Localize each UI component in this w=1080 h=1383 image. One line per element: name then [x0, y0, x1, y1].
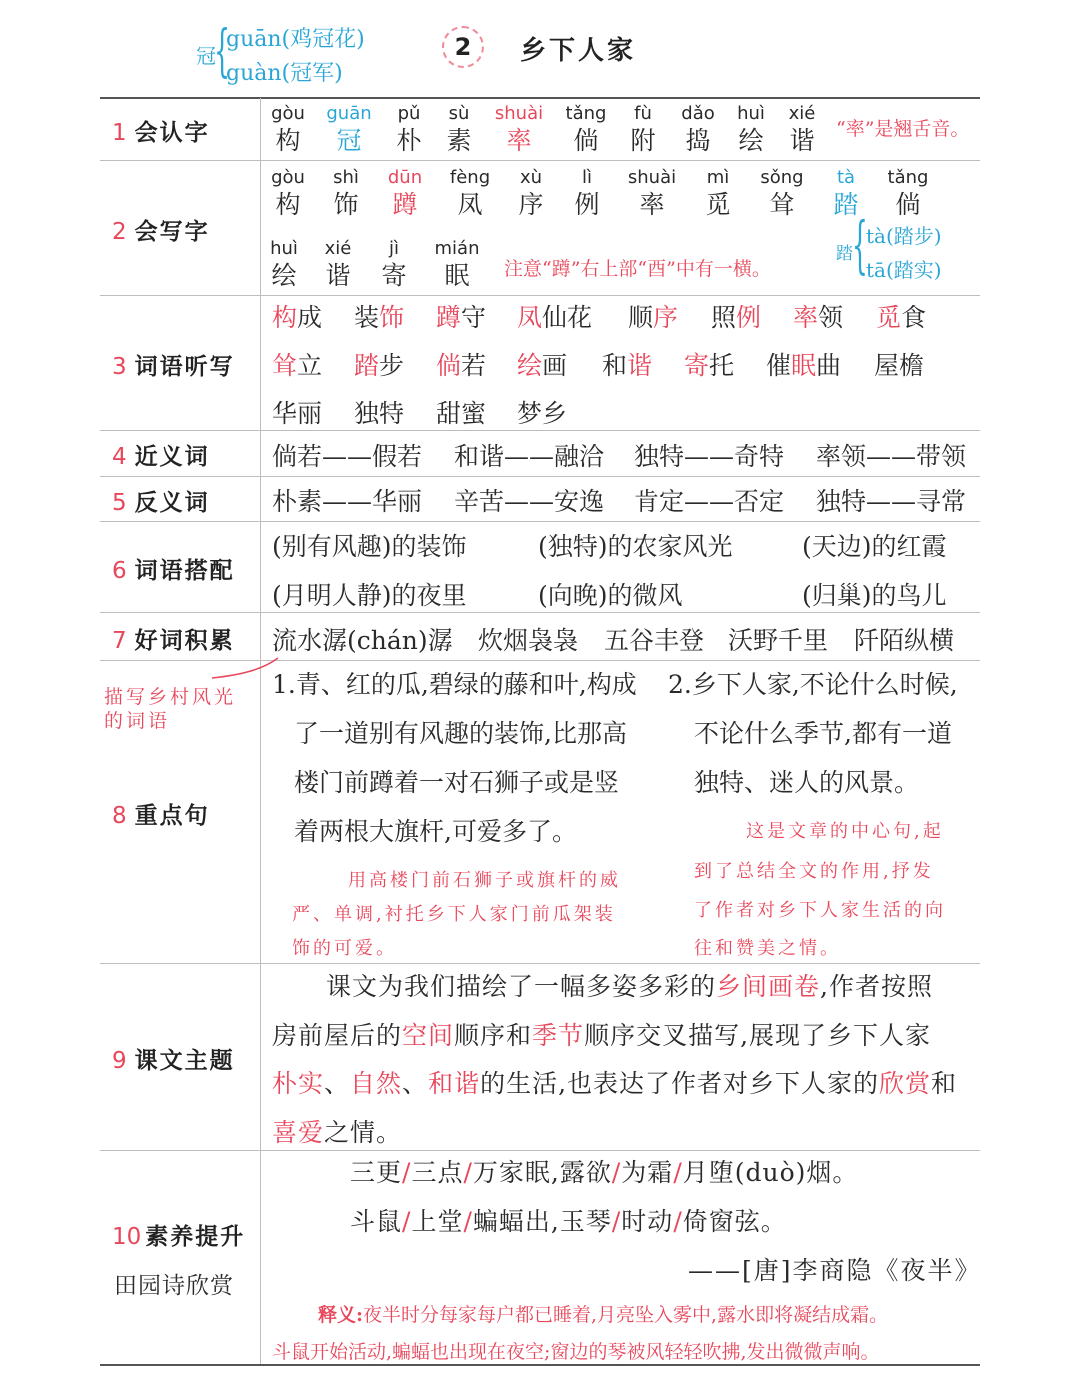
- hanzi: 谐: [789, 126, 815, 155]
- section-label-5: 5 反义词: [112, 490, 210, 516]
- key-sentence-1-line: 着两根大旗杆,可爱多了。: [294, 817, 577, 846]
- dictation-word: 耸立: [272, 351, 323, 380]
- section-label-4: 4 近义词: [112, 444, 210, 470]
- write-char: [364, 238, 424, 292]
- write-char: [557, 167, 617, 221]
- hanzi: 眠: [444, 261, 470, 290]
- write-char: [427, 238, 487, 292]
- pinyin: gòu: [271, 167, 305, 188]
- write-char: [878, 167, 938, 221]
- brace-icon: {: [214, 19, 231, 84]
- pinyin: shuài: [627, 167, 677, 188]
- write-char: [501, 167, 561, 221]
- dictation-word: 催眠曲: [766, 351, 842, 380]
- antonym-pair: 辛苦——安逸: [454, 487, 605, 516]
- key-sentence-2-note: 到了总结全文的作用,抒发: [694, 861, 934, 882]
- pause-slash: /: [402, 1158, 412, 1187]
- dictation-word: 华丽: [272, 399, 323, 428]
- note-line-1: guān(鸡冠花): [226, 27, 365, 52]
- key-sentence-2-line: 2.乡下人家,不论什么时候,: [668, 670, 958, 699]
- recognize-char: [772, 103, 832, 157]
- s2-note: 注意“蹲”右上部“酉”中有一横。: [504, 258, 771, 280]
- write-char: [688, 167, 748, 221]
- row-divider: [100, 160, 980, 161]
- recognize-char: [613, 103, 673, 157]
- dictation-word: 觅食: [876, 303, 927, 332]
- hanzi: 朴: [396, 126, 422, 155]
- poly-ta-2: tā(踏实): [866, 258, 942, 282]
- hanzi: 附: [630, 126, 656, 155]
- pinyin: dūn: [387, 167, 423, 188]
- good-word: 五谷丰登: [604, 626, 705, 655]
- hanzi: 构: [275, 190, 301, 219]
- hanzi: 倘: [573, 126, 599, 155]
- pinyin: mián: [434, 238, 480, 259]
- pinyin: xié: [324, 238, 352, 259]
- row-divider: [100, 295, 980, 296]
- section-label-1: 1 会认字: [112, 120, 210, 146]
- dictation-word: 构成: [272, 303, 323, 332]
- dictation-word: 蹲守: [436, 303, 487, 332]
- write-char: [622, 167, 682, 221]
- hanzi: 捣: [685, 126, 711, 155]
- hanzi: 例: [574, 190, 600, 219]
- hanzi: 素: [446, 126, 472, 155]
- pause-slash: /: [463, 1158, 473, 1187]
- hanzi: 踏: [833, 190, 859, 219]
- note-char: 冠: [196, 44, 216, 68]
- key-sentence-1-line: 了一道别有风趣的装饰,比那高: [294, 719, 627, 748]
- pinyin: dǎo: [681, 103, 715, 124]
- pinyin: shì: [333, 167, 359, 188]
- theme-line-1: 课文为我们描绘了一幅多姿多彩的乡间画卷,作者按照: [326, 972, 933, 1001]
- synonym-pair: 和谐——融洽: [454, 442, 605, 471]
- collocation: (向晚)的微风: [538, 581, 683, 610]
- key-sentence-1-line: 1.青、红的瓜,碧绿的藤和叶,构成: [272, 670, 637, 699]
- write-char: [258, 167, 318, 221]
- poem-explanation-2: 斗鼠开始活动,蝙蝠也出现在夜空;窗边的琴被风轻轻吹拂,发出微微声响。: [272, 1341, 880, 1363]
- synonym-pair: 倘若——假若: [272, 442, 423, 471]
- table-top-rule: [100, 97, 980, 99]
- hanzi: 饰: [333, 190, 359, 219]
- poly-ta-1: tà(踏步): [866, 224, 942, 248]
- row-divider: [100, 1150, 980, 1151]
- section-label-9: 9 课文主题: [112, 1048, 235, 1074]
- good-word: 炊烟袅袅: [478, 626, 579, 655]
- hanzi: 序: [518, 190, 544, 219]
- pause-slash: /: [611, 1207, 622, 1236]
- hanzi: 凤: [457, 190, 483, 219]
- dictation-word: 甜蜜: [436, 399, 487, 428]
- section-sublabel-10: 田园诗欣赏: [114, 1273, 234, 1299]
- pause-slash: /: [611, 1158, 622, 1187]
- pinyin: pǔ: [397, 103, 421, 124]
- hanzi: 绘: [271, 261, 297, 290]
- pinyin: huì: [270, 238, 298, 259]
- section-label-6: 6 词语搭配: [112, 558, 235, 584]
- collocation: (独特)的农家风光: [538, 532, 733, 561]
- dictation-word: 梦乡: [517, 399, 568, 428]
- theme-line-2: 房前屋后的空间顺序和季节顺序交叉描写,展现了乡下人家: [272, 1021, 932, 1050]
- hanzi: 冠: [336, 126, 362, 155]
- s8-side-note-1: 描写乡村风光: [104, 686, 237, 708]
- dictation-word: 踏步: [354, 351, 405, 380]
- pinyin: xù: [519, 167, 543, 188]
- poly-char-ta: 踏: [836, 244, 853, 264]
- section-label-3: 3 词语听写: [112, 354, 235, 380]
- pause-slash: /: [463, 1207, 473, 1236]
- key-sentence-1-note: 饰的可爱。: [292, 938, 397, 959]
- hanzi: 觅: [705, 190, 731, 219]
- row-divider: [100, 612, 980, 613]
- row-divider: [100, 660, 980, 661]
- recognize-char: [556, 103, 616, 157]
- pinyin: tǎng: [565, 103, 607, 124]
- explanation-label: 释义:: [318, 1304, 364, 1326]
- pinyin: sù: [448, 103, 470, 124]
- key-sentence-1-note: 严、单调,衬托乡下人家门前瓜架装: [292, 904, 616, 925]
- dictation-word: 照例: [711, 303, 762, 332]
- poem-line-2: 斗鼠/上堂/蝙蝠出,玉琴/时动/倚窗弦。: [350, 1207, 787, 1236]
- collocation: (别有风趣)的装饰: [272, 532, 467, 561]
- write-char: [308, 238, 368, 292]
- pinyin: mì: [706, 167, 730, 188]
- theme-line-4: 喜爱之情。: [272, 1118, 403, 1147]
- pinyin: huì: [737, 103, 765, 124]
- key-sentence-2-line: 不论什么季节,都有一道: [694, 719, 952, 748]
- collocation: (天边)的红霞: [802, 532, 947, 561]
- key-sentence-2-line: 独特、迷人的风景。: [694, 768, 920, 797]
- row-divider: [100, 521, 980, 522]
- pinyin: lì: [581, 167, 592, 188]
- pinyin: xié: [788, 103, 816, 124]
- dictation-word: 装饰: [354, 303, 405, 332]
- dictation-word: 屋檐: [874, 351, 925, 380]
- section-label-2: 2 会写字: [112, 219, 210, 245]
- good-word: 流水潺(chán)潺: [272, 626, 453, 655]
- key-sentence-2-note: 这是文章的中心句,起: [746, 821, 944, 842]
- antonym-pair: 朴素——华丽: [272, 487, 423, 516]
- pinyin: tǎng: [887, 167, 929, 188]
- poem-line-1: 三更/三点/万家眠,露欲/为霜/月堕(duò)烟。: [350, 1158, 859, 1187]
- hanzi: 寄: [381, 261, 407, 290]
- dictation-word: 和谐: [602, 351, 653, 380]
- hanzi: 率: [639, 190, 665, 219]
- antonym-pair: 肯定——否定: [634, 487, 785, 516]
- theme-line-3: 朴实、自然、和谐的生活,也表达了作者对乡下人家的欣赏和: [272, 1069, 958, 1098]
- poem-explanation-1: 释义:夜半时分每家每户都已睡着,月亮坠入雾中,露水即将凝结成霜。: [318, 1304, 889, 1326]
- collocation: (归巢)的鸟儿: [802, 581, 947, 610]
- hanzi: 倘: [895, 190, 921, 219]
- dictation-word: 绘画: [517, 351, 568, 380]
- hanzi: 绘: [738, 126, 764, 155]
- key-sentence-2-note: 了作者对乡下人家生活的向: [694, 900, 946, 921]
- hanzi: 谐: [325, 261, 351, 290]
- lesson-title: 乡下人家: [520, 36, 637, 66]
- section-label-8: 8 重点句: [112, 803, 210, 829]
- hanzi: 率: [506, 126, 532, 155]
- recognize-char: [258, 103, 318, 157]
- hanzi: 构: [275, 126, 301, 155]
- dictation-word: 寄托: [684, 351, 735, 380]
- collocation: (月明人静)的夜里: [272, 581, 467, 610]
- write-char: [752, 167, 812, 221]
- good-word: 沃野千里: [728, 626, 829, 655]
- write-char: [316, 167, 376, 221]
- pause-slash: /: [673, 1207, 683, 1236]
- hanzi: 耸: [769, 190, 795, 219]
- dictation-word: 顺序: [628, 303, 679, 332]
- pinyin: fù: [634, 103, 652, 124]
- key-sentence-1-line: 楼门前蹲着一对石狮子或是竖: [294, 768, 620, 797]
- recognize-char: [319, 103, 379, 157]
- pinyin: shuài: [494, 103, 544, 124]
- write-char: [254, 238, 314, 292]
- pinyin: sǒng: [760, 167, 804, 188]
- pause-slash: /: [402, 1207, 412, 1236]
- brace-icon: {: [852, 208, 868, 281]
- pinyin: gòu: [271, 103, 305, 124]
- row-divider: [100, 963, 980, 964]
- poem-source: ——[唐]李商隐《夜半》: [688, 1256, 982, 1285]
- s8-side-note-2: 的词语: [104, 710, 171, 732]
- s1-note: “率”是翘舌音。: [836, 118, 970, 140]
- row-divider: [100, 430, 980, 431]
- pinyin: tà: [836, 167, 856, 188]
- synonym-pair: 率领——带领: [816, 442, 967, 471]
- write-char: [375, 167, 435, 221]
- recognize-char: [429, 103, 489, 157]
- antonym-pair: 独特——寻常: [816, 487, 967, 516]
- table-bottom-rule: [100, 1364, 980, 1366]
- recognize-char: [668, 103, 728, 157]
- note-line-2: guàn(冠军): [226, 61, 343, 86]
- pinyin: jì: [388, 238, 399, 259]
- dictation-word: 倘若: [436, 351, 487, 380]
- good-word: 阡陌纵横: [854, 626, 955, 655]
- key-sentence-1-note: 用高楼门前石狮子或旗杆的威: [348, 870, 621, 891]
- section-label-10: 10 素养提升: [112, 1224, 246, 1250]
- dictation-word: 独特: [354, 399, 405, 428]
- pause-slash: /: [673, 1158, 683, 1187]
- synonym-pair: 独特——奇特: [634, 442, 785, 471]
- lesson-number-badge: 2: [442, 26, 484, 68]
- section-label-7: 7 好词积累: [112, 628, 235, 654]
- pinyin: guān: [326, 103, 372, 124]
- pinyin: fèng: [449, 167, 491, 188]
- dictation-word: 凤仙花: [517, 303, 593, 332]
- row-divider: [100, 476, 980, 477]
- key-sentence-2-note: 往和赞美之情。: [694, 938, 841, 959]
- dictation-word: 率领: [793, 303, 844, 332]
- hanzi: 蹲: [392, 190, 418, 219]
- recognize-char: [489, 103, 549, 157]
- write-char: [440, 167, 500, 221]
